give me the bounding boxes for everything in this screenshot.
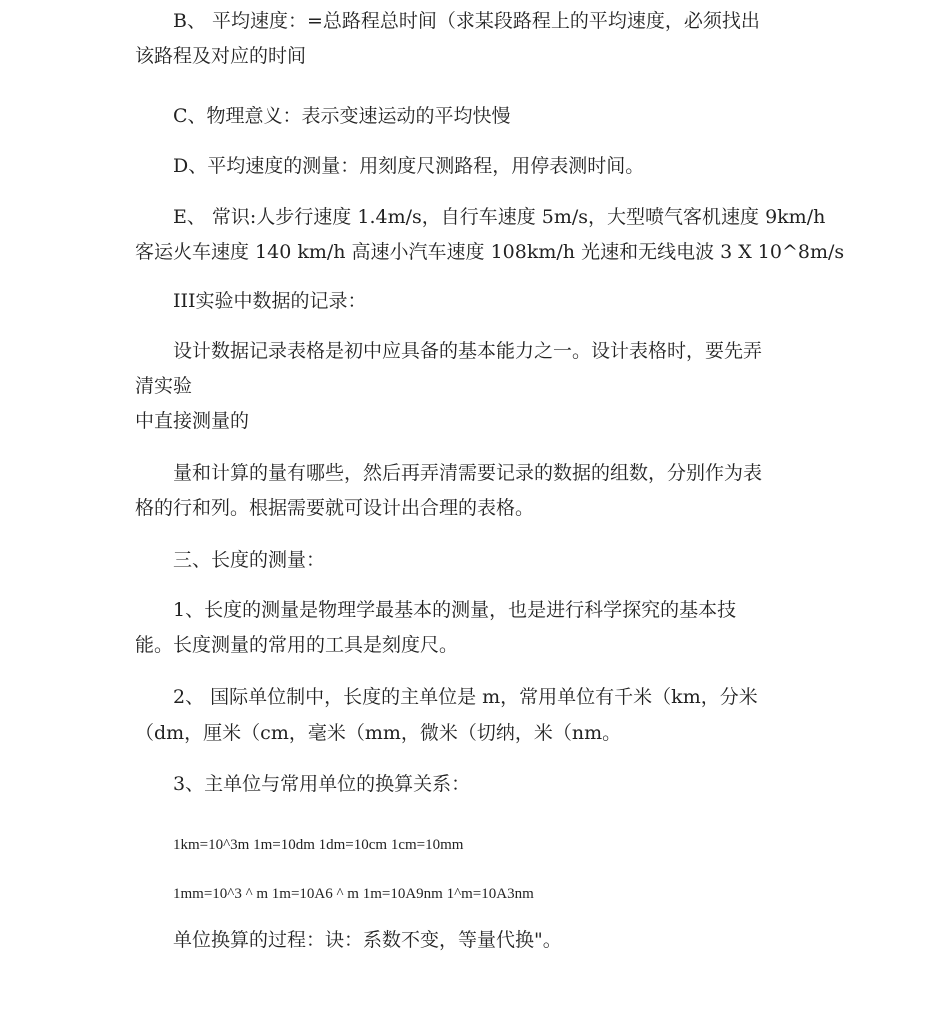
paragraph-line: 3、主单位与常用单位的换算关系： bbox=[173, 773, 471, 795]
formula-line: 1km=10^3m 1m=10dm 1dm=10cm 1cm=10mm bbox=[173, 837, 464, 853]
paragraph-line: 清实验 bbox=[135, 375, 193, 397]
paragraph-line: 中直接测量的 bbox=[135, 410, 250, 432]
paragraph-line: 设计数据记录表格是初中应具备的基本能力之一。设计表格时，要先弄 bbox=[173, 340, 763, 362]
paragraph-line: 量和计算的量有哪些，然后再弄清需要记录的数据的组数，分别作为表 bbox=[173, 462, 763, 484]
paragraph-line: 客运火车速度 140 km/h 高速小汽车速度 108km/h 光速和无线电波 3 X 10^8m/s bbox=[135, 241, 845, 263]
paragraph-line: D、平均速度的测量：用刻度尺测路程，用停表测时间。 bbox=[173, 155, 645, 177]
section-heading: III实验中数据的记录： bbox=[173, 290, 367, 312]
paragraph-line: 格的行和列。根据需要就可设计出合理的表格。 bbox=[135, 497, 535, 519]
paragraph-line: E、 常识:人步行速度 1.4m/s，自行车速度 5m/s，大型喷气客机速度 9km/h bbox=[173, 206, 826, 228]
paragraph-line: B、 平均速度：=总路程总时间（求某段路程上的平均速度，必须找出 bbox=[173, 10, 760, 32]
paragraph-line: 能。长度测量的常用的工具是刻度尺。 bbox=[135, 634, 459, 656]
paragraph-line: 单位换算的过程：诀：系数不变，等量代换"。 bbox=[173, 929, 562, 951]
paragraph-line: （dm，厘米（cm，毫米（mm，微米（切纳，米（nm。 bbox=[135, 722, 622, 744]
paragraph-line: 2、 国际单位制中，长度的主单位是 m，常用单位有千米（km，分米 bbox=[173, 686, 758, 708]
section-heading: 三、长度的测量： bbox=[173, 549, 326, 571]
paragraph-line: C、物理意义：表示变速运动的平均快慢 bbox=[173, 105, 511, 127]
paragraph-line: 该路程及对应的时间 bbox=[135, 45, 307, 67]
paragraph-line: 1、长度的测量是物理学最基本的测量，也是进行科学探究的基本技 bbox=[173, 599, 737, 621]
formula-line: 1mm=10^3 ^ m 1m=10A6 ^ m 1m=10A9nm 1^m=10A3nm bbox=[173, 886, 534, 902]
